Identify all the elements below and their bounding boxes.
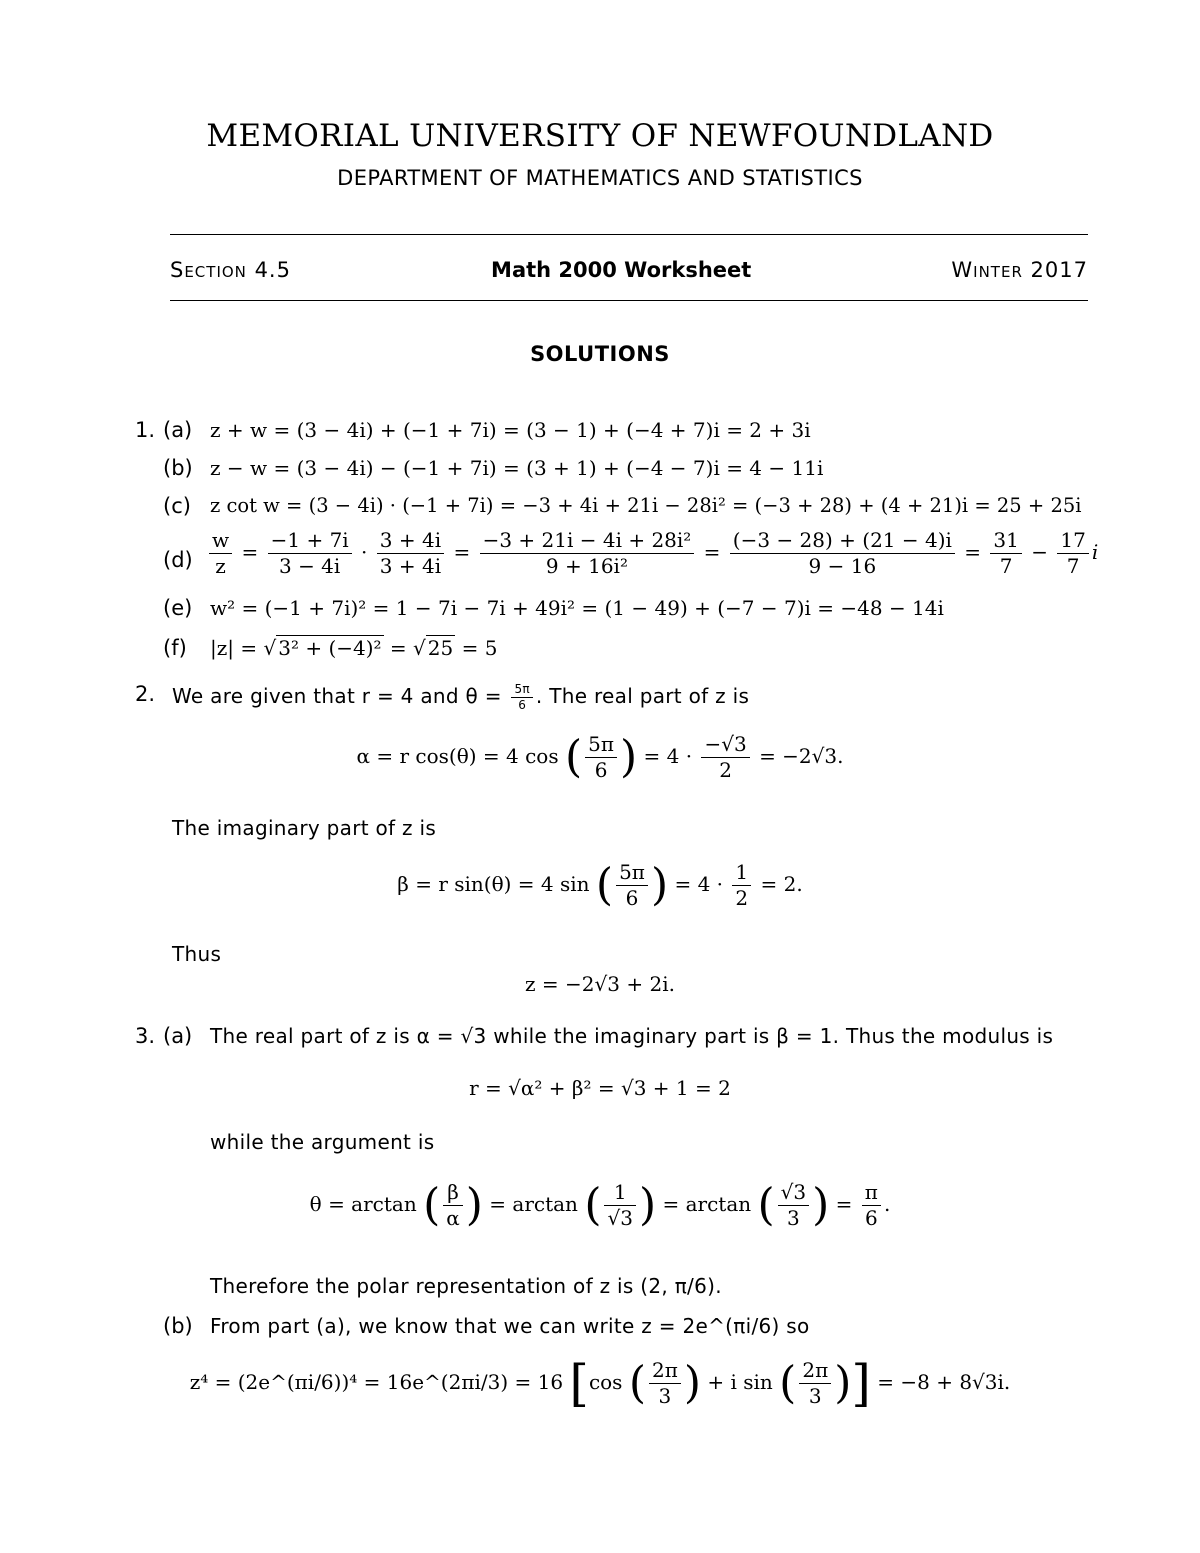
fraction: $\frac{2\pi}{3}$ [799,1358,831,1409]
fraction: $\frac{\beta}{\alpha}$ [443,1180,463,1231]
q1e-equation: w² = (−1 + 7i)² = 1 − 7i − 7i + 49i² = (1 − 49) + (−7 − 7)i = −48 − 14i [210,596,944,620]
fraction: $\frac{3 + 4i}{3 + 4i}$ [377,528,444,579]
q1f-label: (f) [163,636,187,660]
q1c-equation: z cot w = (3 − 4i) · (−1 + 7i) = −3 + 4i + 21i − 28i² = (−3 + 28) + (4 + 21)i = 25 + 25i [210,494,1082,517]
fraction: $\frac{1}{2}$ [732,860,751,911]
fraction: $\frac{31}{7}$ [990,528,1021,579]
q3b-label: (b) [163,1314,193,1338]
q1d-equation: $\frac{w}{z}$ = $\frac{-1 + 7i}{3 - 4i}$ · $\frac{3 + 4i}{3 + 4i}$ = $\frac{\text{−3 + 21i − 4i + 28i²}}{\text{9 + 16i²}}$ = $\frac{(-3 - 28) + (21 - 4)i}{9 - 16}$ = $\frac{31}{7}$ − $\frac{17}{7}$ i [206,528,1098,579]
worksheet-header [170,258,1088,282]
fraction: $\frac{5\pi}{6}$ [585,732,617,783]
q2-thus: Thus [172,942,222,966]
q1e-label: (e) [163,596,193,620]
q1d-label: (d) [163,548,193,572]
fraction: $\frac{1}{√3}$ [604,1180,635,1231]
q3b-power-equation: z⁴ = (2e^(πi/6))⁴ = 16e^(2πi/3) = 16 [cos ( $\frac{2\pi}{3}$ ) + i sin ( $\frac{2\pi}{3}$ )] = −8 + 8√3i. [189,1354,1011,1413]
q1b-label: (b) [163,456,193,480]
fraction: $\frac{5\pi}{6}$ [616,860,648,911]
fraction: $\frac{(-3 - 28) + (21 - 4)i}{9 - 16}$ [730,528,955,579]
q3a-argument-equation: θ = arctan ( $\frac{\beta}{\alpha}$ ) = arctan ( $\frac{1}{√3}$ ) = arctan ( $\frac{√3}{3}$ ) = $\frac{\pi}{6}$ . [309,1179,891,1231]
fraction: $\frac{-√3}{2}$ [701,732,749,783]
fraction: $\frac{√3}{3}$ [778,1180,809,1231]
q1a-equation: z + w = (3 − 4i) + (−1 + 7i) = (3 − 1) + (−4 + 7)i = 2 + 3i [210,418,811,442]
term-label: Winter 2017 [951,258,1088,282]
fraction: $\frac{w}{z}$ [209,528,232,579]
section-label: Section 4.5 [170,258,291,282]
q2-imag-part-equation: β = r sin(θ) = 4 sin ( $\frac{5\pi}{6}$ ) = 4 · $\frac{1}{2}$ = 2. [397,859,803,911]
fraction: $\frac{17}{7}$ [1057,528,1088,579]
q3b-text: From part (a), we know that we can write z = 2e^(πi/6) so [210,1314,810,1338]
q3a-argument-intro: while the argument is [210,1130,435,1154]
top-rule [170,234,1088,235]
fraction: $\frac{\text{−3 + 21i − 4i + 28i²}}{\text{9 + 16i²}}$ [480,528,695,579]
university-name: MEMORIAL UNIVERSITY OF NEWFOUNDLAND [206,118,994,154]
department-name: DEPARTMENT OF MATHEMATICS AND STATISTICS [337,166,863,190]
q2-number: 2. [135,682,156,706]
q1a-label: (a) [163,418,193,442]
q1b-equation: z − w = (3 − 4i) − (−1 + 7i) = (3 + 1) + (−4 − 7)i = 4 − 11i [210,456,824,480]
fraction: $\frac{2\pi}{3}$ [649,1358,681,1409]
fraction: $\frac{5\pi}{6}$ [511,682,532,713]
q3a-label: (a) [163,1024,193,1048]
q3a-modulus-equation: r = √α² + β² = √3 + 1 = 2 [469,1076,731,1100]
q1-number: 1. [135,418,156,442]
q1c-label: (c) [163,494,191,518]
fraction: $\frac{\pi}{6}$ [862,1180,881,1231]
q2-intro: We are given that r = 4 and θ = $\frac{5\pi}{6}$ . The real part of z is [172,682,750,712]
bottom-rule [170,300,1088,301]
fraction: $\frac{-1 + 7i}{3 - 4i}$ [268,528,352,579]
q1f-equation: |z| = √ 3² + (−4)² = √ 25 = 5 [210,636,498,660]
q3-number: 3. [135,1024,156,1048]
q2-result: z = −2√3 + 2i. [525,972,675,996]
q3a-text: The real part of z is α = √3 while the imaginary part is β = 1. Thus the modulus is [210,1024,1054,1048]
page-title: SOLUTIONS [530,342,670,366]
q2-real-part-equation: α = r cos(θ) = 4 cos ( $\frac{5\pi}{6}$ ) = 4 · $\frac{-√3}{2}$ = −2√3. [356,731,844,783]
course-title: Math 2000 Worksheet [491,258,752,282]
q3a-polar-representation: Therefore the polar representation of z is (2, π/6). [210,1274,722,1298]
q2-imag-intro: The imaginary part of z is [172,816,437,840]
